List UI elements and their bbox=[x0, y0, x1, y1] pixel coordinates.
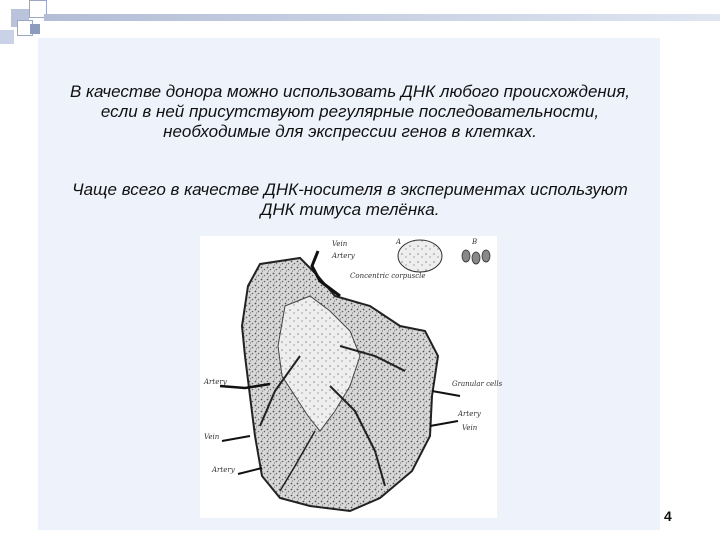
header-band bbox=[44, 14, 720, 21]
label-artery-top: Artery bbox=[332, 252, 355, 260]
label-granular-cells: Granular cells bbox=[452, 380, 503, 388]
decor-square bbox=[0, 30, 14, 44]
label-artery-bottom: Artery bbox=[212, 466, 235, 474]
decor-square bbox=[30, 24, 40, 34]
label-vein-top: Vein bbox=[332, 240, 348, 248]
label-vein-right: Vein bbox=[462, 424, 478, 432]
label-inset-b: B bbox=[472, 238, 478, 246]
thymus-histology-illustration bbox=[200, 236, 503, 518]
label-inset-a: A bbox=[396, 238, 402, 246]
label-corpuscle: Concentric corpuscle bbox=[350, 272, 426, 280]
label-artery-left: Artery bbox=[204, 378, 227, 386]
paragraph-donor-dna: В качестве донора можно использовать ДНК любого происхождения, если в ней присутствуют регулярные последовательности, необходимые для экспрессии генов в клетках. bbox=[69, 82, 631, 141]
paragraph-carrier-dna: Чаще всего в качестве ДНК-носителя в экспериментах используют ДНК тимуса телёнка. bbox=[72, 180, 628, 219]
label-vein-left: Vein bbox=[204, 433, 220, 441]
page-number: 4 bbox=[664, 508, 672, 524]
label-artery-right: Artery bbox=[458, 410, 481, 418]
